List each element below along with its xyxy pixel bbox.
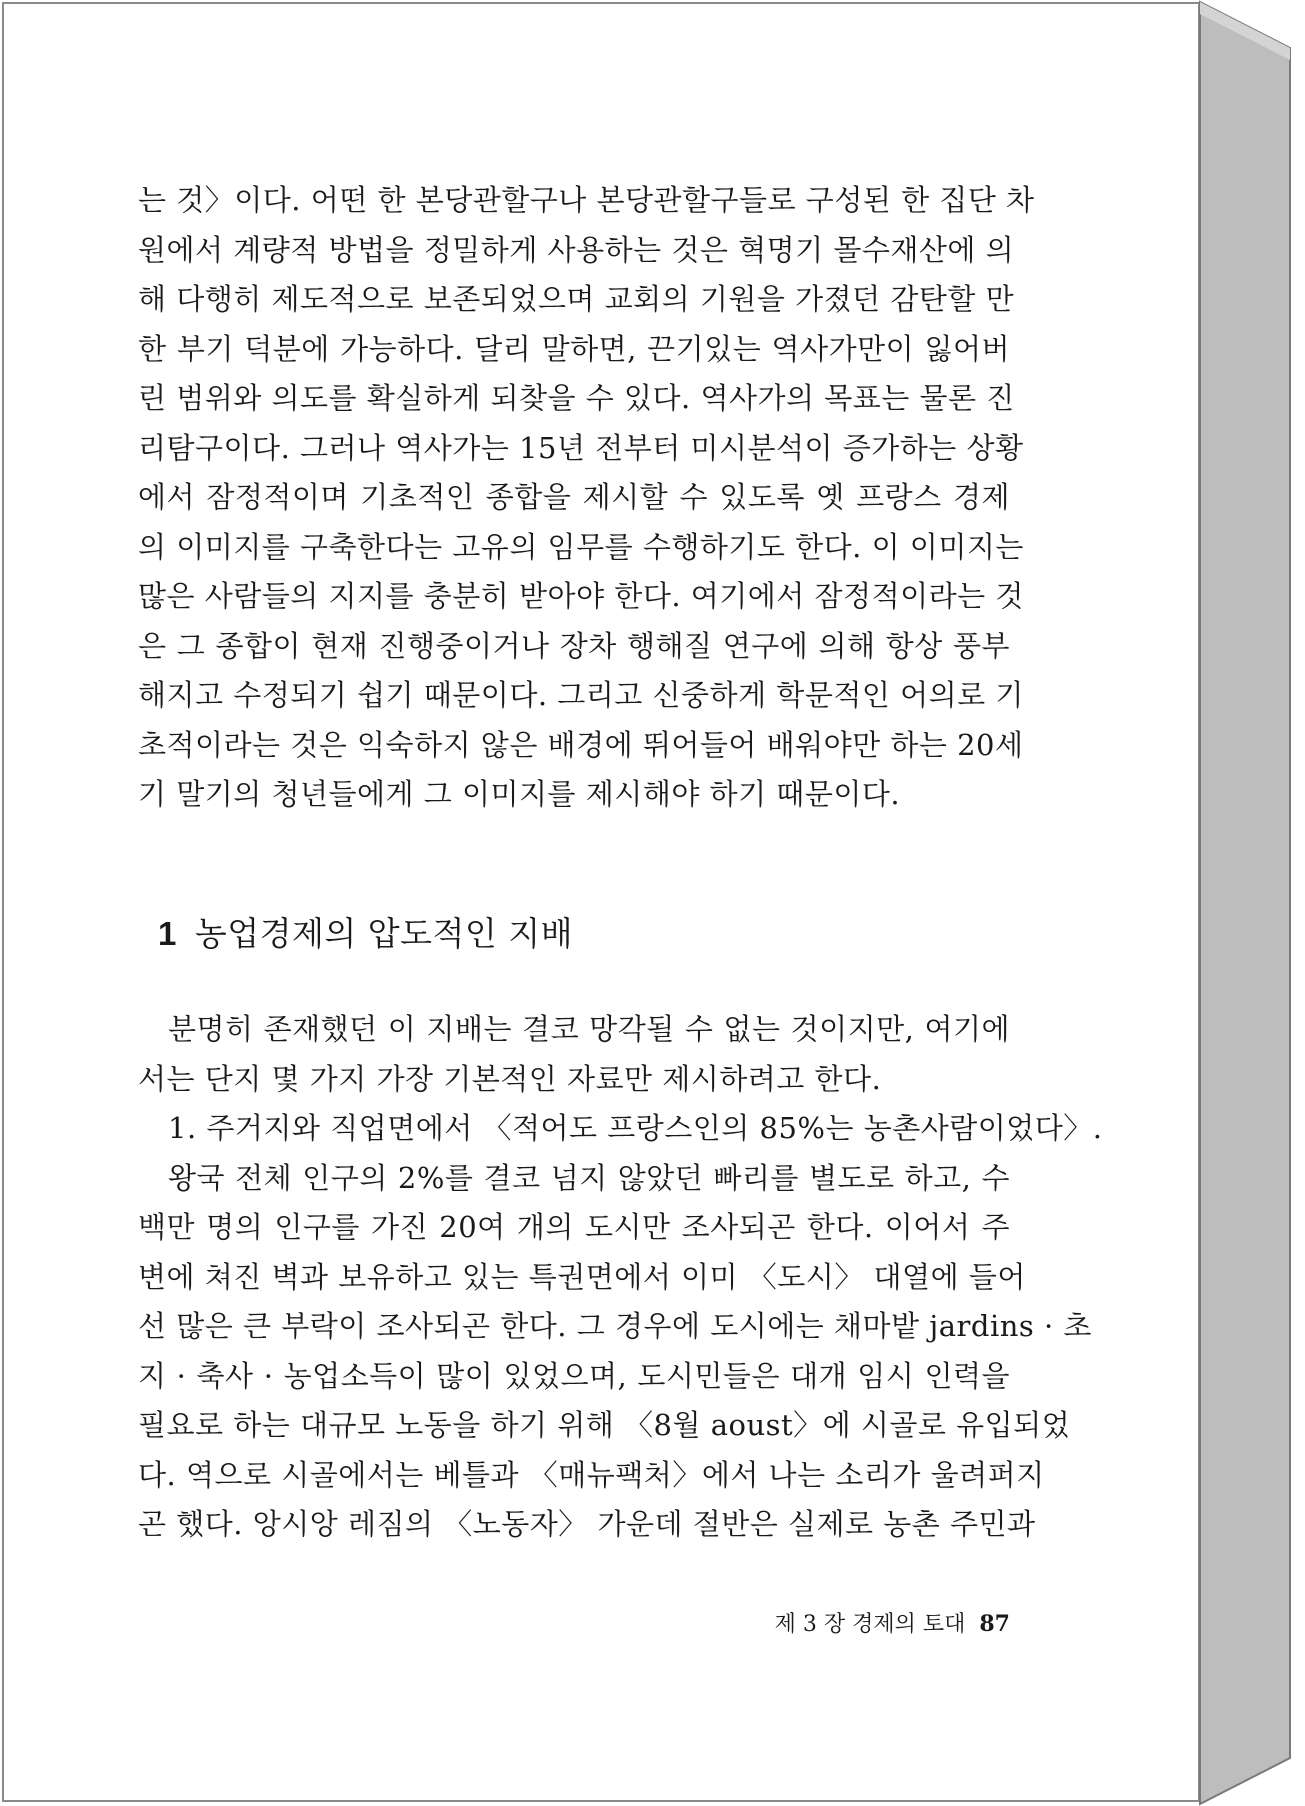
section-number: 1 bbox=[158, 915, 177, 952]
text-line: 백만 명의 인구를 가진 20여 개의 도시만 조사되곤 한다. 이어서 주 bbox=[138, 1210, 1010, 1244]
text-line: 원에서 계량적 방법을 정밀하게 사용하는 것은 혁명기 몰수재산에 의 bbox=[138, 232, 1015, 267]
text-line: 는 것〉이다. 어떤 한 본당관할구나 본당관할구들로 구성된 한 집단 차 bbox=[138, 183, 1035, 217]
text-line: 곤 했다. 앙시앙 레짐의 〈노동자〉 가운데 절반은 실제로 농촌 주민과 bbox=[138, 1507, 1036, 1541]
section-title: 농업경제의 압도적인 지배 bbox=[194, 914, 573, 953]
text-line: 선 많은 큰 부락이 조사되곤 한다. 그 경우에 도시에는 채마밭 jardins · 초 bbox=[138, 1309, 1092, 1343]
body-paragraph-1 bbox=[138, 176, 1035, 820]
text-line: 필요로 하는 대규모 노동을 하기 위해 〈8월 aoust〉에 시골로 유입되었 bbox=[138, 1408, 1071, 1442]
text-line: 왕국 전체 인구의 2%를 결코 넘지 않았던 빠리를 별도로 하고, 수 bbox=[168, 1160, 1010, 1195]
text-line: 많은 사람들의 지지를 충분히 받아야 한다. 여기에서 잠정적이라는 것 bbox=[138, 579, 1024, 613]
text-line: 은 그 종합이 현재 진행중이거나 장차 행해질 연구에 의해 항상 풍부 bbox=[138, 628, 1010, 663]
page-number: 87 bbox=[979, 1611, 1010, 1637]
text-line: 의 이미지를 구축한다는 고유의 임무를 수행하기도 한다. 이 이미지는 bbox=[138, 529, 1024, 564]
section-heading bbox=[158, 914, 573, 954]
text-line: 기 말기의 청년들에게 그 이미지를 제시해야 하기 때문이다. bbox=[138, 777, 901, 811]
page-footer bbox=[740, 1609, 1010, 1640]
text-line: 다. 역으로 시골에서는 베틀과 〈매뉴팩처〉에서 나는 소리가 울려퍼지 bbox=[138, 1457, 1045, 1492]
text-line: 서는 단지 몇 가지 가장 기본적인 자료만 제시하려고 한다. bbox=[138, 1061, 882, 1096]
chapter-label: 제 3 장 경제의 토대 bbox=[774, 1612, 966, 1637]
text-line: 해지고 수정되기 쉽기 때문이다. 그리고 신중하게 학문적인 어의로 기 bbox=[138, 678, 1024, 712]
text-line: 리탐구이다. 그러나 역사가는 15년 전부터 미시분석이 증가하는 상황 bbox=[138, 430, 1024, 465]
text-line: 지 · 축사 · 농업소득이 많이 있었으며, 도시민들은 대개 임시 인력을 bbox=[138, 1358, 1010, 1393]
text-line: 초적이라는 것은 익숙하지 않은 배경에 뛰어들어 배워야만 하는 20세 bbox=[138, 727, 1024, 762]
body-section-text bbox=[138, 1005, 1103, 1550]
text-line: 에서 잠정적이며 기초적인 종합을 제시할 수 있도록 옛 프랑스 경제 bbox=[138, 480, 1010, 514]
text-line: 린 범위와 의도를 확실하게 되찾을 수 있다. 역사가의 목표는 물론 진 bbox=[138, 381, 1015, 415]
text-line: 분명히 존재했던 이 지배는 결코 망각될 수 없는 것이지만, 여기에 bbox=[168, 1012, 1010, 1046]
text-line: 변에 쳐진 벽과 보유하고 있는 특권면에서 이미 〈도시〉 대열에 들어 bbox=[138, 1259, 1026, 1294]
text-line: 해 다행히 제도적으로 보존되었으며 교회의 기원을 가졌던 감탄할 만 bbox=[138, 282, 1015, 316]
text-line: 1. 주거지와 직업면에서 〈적어도 프랑스인의 85%는 농촌사람이었다〉. bbox=[168, 1111, 1103, 1145]
text-line: 한 부기 덕분에 가능하다. 달리 말하면, 끈기있는 역사가만이 잃어버 bbox=[138, 331, 1010, 366]
